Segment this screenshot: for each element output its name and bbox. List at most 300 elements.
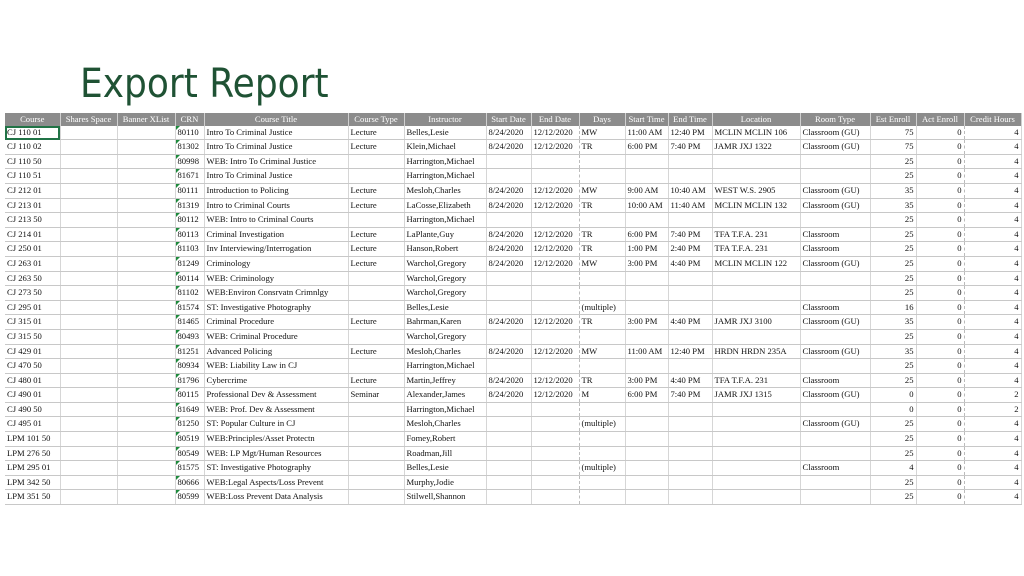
table-cell[interactable]: [60, 417, 117, 432]
table-cell[interactable]: [60, 300, 117, 315]
table-cell[interactable]: 0: [916, 126, 964, 140]
table-cell[interactable]: 0: [916, 227, 964, 242]
table-cell[interactable]: 4: [964, 490, 1021, 505]
table-cell[interactable]: 35: [870, 183, 916, 198]
table-cell[interactable]: 8/24/2020: [486, 140, 531, 155]
table-cell[interactable]: CJ 470 50: [5, 359, 60, 374]
table-cell[interactable]: 0: [916, 475, 964, 490]
table-cell[interactable]: TR: [579, 198, 625, 213]
table-cell[interactable]: Warchol,Gregory: [404, 271, 486, 286]
column-header[interactable]: Location: [712, 113, 800, 126]
table-cell[interactable]: [348, 154, 404, 169]
table-cell[interactable]: CJ 295 01: [5, 300, 60, 315]
table-cell[interactable]: [486, 213, 531, 228]
table-cell[interactable]: CJ 110 02: [5, 140, 60, 155]
table-cell[interactable]: (multiple): [579, 300, 625, 315]
table-cell[interactable]: 0: [916, 169, 964, 184]
table-cell[interactable]: [800, 169, 870, 184]
table-cell[interactable]: 80113: [175, 227, 204, 242]
table-cell[interactable]: [625, 213, 668, 228]
table-cell[interactable]: 80110: [175, 126, 204, 140]
table-cell[interactable]: Klein,Michael: [404, 140, 486, 155]
table-cell[interactable]: 25: [870, 432, 916, 447]
table-cell[interactable]: 25: [870, 271, 916, 286]
table-cell[interactable]: Seminar: [348, 388, 404, 403]
table-cell[interactable]: 4: [964, 271, 1021, 286]
table-cell[interactable]: WEB: Intro to Criminal Courts: [204, 213, 348, 228]
table-cell[interactable]: [348, 169, 404, 184]
table-cell[interactable]: 16: [870, 300, 916, 315]
column-header[interactable]: Shares Space: [60, 113, 117, 126]
table-cell[interactable]: 4: [964, 417, 1021, 432]
table-cell[interactable]: 4:40 PM: [668, 373, 712, 388]
table-cell[interactable]: 81302: [175, 140, 204, 155]
table-cell[interactable]: [800, 402, 870, 417]
table-cell[interactable]: CJ 315 01: [5, 315, 60, 330]
table-cell[interactable]: [579, 286, 625, 301]
table-cell[interactable]: 8/24/2020: [486, 126, 531, 140]
column-header[interactable]: Course: [5, 113, 60, 126]
table-cell[interactable]: 0: [916, 213, 964, 228]
table-cell[interactable]: CJ 429 01: [5, 344, 60, 359]
table-cell[interactable]: Classroom: [800, 227, 870, 242]
table-cell[interactable]: 0: [916, 344, 964, 359]
table-cell[interactable]: TFA T.F.A. 231: [712, 227, 800, 242]
table-cell[interactable]: 10:40 AM: [668, 183, 712, 198]
table-cell[interactable]: [668, 432, 712, 447]
table-cell[interactable]: 25: [870, 169, 916, 184]
table-cell[interactable]: MW: [579, 183, 625, 198]
table-cell[interactable]: [625, 286, 668, 301]
table-cell[interactable]: 8/24/2020: [486, 388, 531, 403]
table-cell[interactable]: [117, 417, 175, 432]
table-cell[interactable]: TFA T.F.A. 231: [712, 242, 800, 257]
table-cell[interactable]: 4: [964, 183, 1021, 198]
table-cell[interactable]: [348, 359, 404, 374]
table-cell[interactable]: [60, 183, 117, 198]
table-cell[interactable]: [668, 475, 712, 490]
table-cell[interactable]: Lecture: [348, 344, 404, 359]
table-cell[interactable]: 12/12/2020: [531, 198, 579, 213]
table-cell[interactable]: 0: [916, 402, 964, 417]
table-cell[interactable]: 4: [964, 198, 1021, 213]
table-cell[interactable]: 4: [964, 373, 1021, 388]
table-cell[interactable]: MW: [579, 126, 625, 140]
table-cell[interactable]: Harrington,Michael: [404, 402, 486, 417]
table-cell[interactable]: Alexander,James: [404, 388, 486, 403]
table-cell[interactable]: WEB: Liability Law in CJ: [204, 359, 348, 374]
table-cell[interactable]: 0: [916, 140, 964, 155]
table-cell[interactable]: 0: [916, 461, 964, 476]
table-cell[interactable]: CJ 263 50: [5, 271, 60, 286]
table-cell[interactable]: 80519: [175, 432, 204, 447]
table-cell[interactable]: 81102: [175, 286, 204, 301]
table-cell[interactable]: [348, 475, 404, 490]
table-cell[interactable]: [712, 271, 800, 286]
table-cell[interactable]: [348, 286, 404, 301]
table-cell[interactable]: 4: [964, 432, 1021, 447]
table-cell[interactable]: 8/24/2020: [486, 227, 531, 242]
table-cell[interactable]: M: [579, 388, 625, 403]
table-cell[interactable]: [60, 169, 117, 184]
table-cell[interactable]: [348, 461, 404, 476]
table-cell[interactable]: [60, 126, 117, 140]
table-cell[interactable]: CJ 480 01: [5, 373, 60, 388]
table-cell[interactable]: Belles,Lesie: [404, 126, 486, 140]
table-cell[interactable]: 4: [964, 169, 1021, 184]
table-cell[interactable]: CJ 213 01: [5, 198, 60, 213]
table-cell[interactable]: [348, 329, 404, 344]
table-cell[interactable]: 8/24/2020: [486, 344, 531, 359]
table-cell[interactable]: [668, 446, 712, 461]
table-cell[interactable]: [625, 359, 668, 374]
table-cell[interactable]: Criminology: [204, 256, 348, 271]
table-cell[interactable]: 75: [870, 126, 916, 140]
table-cell[interactable]: [712, 461, 800, 476]
table-cell[interactable]: TR: [579, 242, 625, 257]
table-cell[interactable]: [579, 271, 625, 286]
table-cell[interactable]: CJ 495 01: [5, 417, 60, 432]
table-cell[interactable]: 11:00 AM: [625, 344, 668, 359]
table-cell[interactable]: [60, 490, 117, 505]
table-cell[interactable]: 12/12/2020: [531, 183, 579, 198]
column-header[interactable]: Act Enroll: [916, 113, 964, 126]
table-cell[interactable]: [800, 286, 870, 301]
table-cell[interactable]: LPM 101 50: [5, 432, 60, 447]
table-cell[interactable]: [712, 417, 800, 432]
table-cell[interactable]: [117, 198, 175, 213]
table-cell[interactable]: CJ 490 01: [5, 388, 60, 403]
table-cell[interactable]: [60, 227, 117, 242]
column-header[interactable]: End Time: [668, 113, 712, 126]
table-cell[interactable]: Classroom (GU): [800, 315, 870, 330]
table-cell[interactable]: Classroom (GU): [800, 256, 870, 271]
table-cell[interactable]: 75: [870, 140, 916, 155]
table-cell[interactable]: 7:40 PM: [668, 140, 712, 155]
table-cell[interactable]: [117, 256, 175, 271]
table-cell[interactable]: 11:00 AM: [625, 126, 668, 140]
table-cell[interactable]: 81796: [175, 373, 204, 388]
table-cell[interactable]: [117, 126, 175, 140]
table-cell[interactable]: MW: [579, 256, 625, 271]
table-cell[interactable]: [486, 169, 531, 184]
table-cell[interactable]: Introduction to Policing: [204, 183, 348, 198]
table-cell[interactable]: [117, 388, 175, 403]
table-cell[interactable]: CJ 490 50: [5, 402, 60, 417]
table-cell[interactable]: 12/12/2020: [531, 242, 579, 257]
table-cell[interactable]: [60, 198, 117, 213]
table-cell[interactable]: Classroom (GU): [800, 388, 870, 403]
table-cell[interactable]: WEB: LP Mgt/Human Resources: [204, 446, 348, 461]
table-cell[interactable]: [531, 475, 579, 490]
table-cell[interactable]: [60, 256, 117, 271]
table-cell[interactable]: [668, 154, 712, 169]
table-cell[interactable]: [668, 329, 712, 344]
table-cell[interactable]: 25: [870, 475, 916, 490]
table-cell[interactable]: [800, 446, 870, 461]
column-header[interactable]: Days: [579, 113, 625, 126]
column-header[interactable]: CRN: [175, 113, 204, 126]
table-cell[interactable]: [348, 402, 404, 417]
table-cell[interactable]: Classroom: [800, 373, 870, 388]
table-cell[interactable]: [60, 286, 117, 301]
table-cell[interactable]: [60, 344, 117, 359]
table-cell[interactable]: 8/24/2020: [486, 242, 531, 257]
table-cell[interactable]: [712, 169, 800, 184]
table-cell[interactable]: [579, 432, 625, 447]
column-header[interactable]: Start Date: [486, 113, 531, 126]
table-cell[interactable]: 12/12/2020: [531, 388, 579, 403]
table-cell[interactable]: 25: [870, 417, 916, 432]
table-cell[interactable]: Criminal Procedure: [204, 315, 348, 330]
table-cell[interactable]: Martin,Jeffrey: [404, 373, 486, 388]
table-cell[interactable]: [800, 432, 870, 447]
table-cell[interactable]: [625, 461, 668, 476]
table-cell[interactable]: Lecture: [348, 198, 404, 213]
table-cell[interactable]: [800, 271, 870, 286]
table-cell[interactable]: (multiple): [579, 417, 625, 432]
table-cell[interactable]: [60, 475, 117, 490]
table-cell[interactable]: 25: [870, 373, 916, 388]
table-cell[interactable]: [117, 344, 175, 359]
table-cell[interactable]: [668, 169, 712, 184]
table-cell[interactable]: 4:40 PM: [668, 315, 712, 330]
table-cell[interactable]: [712, 402, 800, 417]
table-cell[interactable]: 0: [916, 373, 964, 388]
table-cell[interactable]: CJ 214 01: [5, 227, 60, 242]
table-cell[interactable]: [625, 300, 668, 315]
table-cell[interactable]: [117, 432, 175, 447]
table-cell[interactable]: Lecture: [348, 183, 404, 198]
column-header[interactable]: Credit Hours: [964, 113, 1021, 126]
table-cell[interactable]: Roadman,Jill: [404, 446, 486, 461]
table-cell[interactable]: [668, 213, 712, 228]
table-cell[interactable]: 12/12/2020: [531, 373, 579, 388]
table-cell[interactable]: Lecture: [348, 315, 404, 330]
table-cell[interactable]: [625, 490, 668, 505]
table-cell[interactable]: 0: [916, 286, 964, 301]
table-cell[interactable]: 80115: [175, 388, 204, 403]
table-cell[interactable]: [60, 432, 117, 447]
table-cell[interactable]: [712, 154, 800, 169]
table-cell[interactable]: [531, 417, 579, 432]
table-cell[interactable]: 4: [964, 344, 1021, 359]
table-cell[interactable]: 1:00 PM: [625, 242, 668, 257]
table-cell[interactable]: Classroom: [800, 242, 870, 257]
table-cell[interactable]: MCLIN MCLIN 132: [712, 198, 800, 213]
table-cell[interactable]: Mesloh,Charles: [404, 417, 486, 432]
table-cell[interactable]: 12/12/2020: [531, 126, 579, 140]
table-cell[interactable]: [486, 359, 531, 374]
table-cell[interactable]: [625, 169, 668, 184]
table-cell[interactable]: [579, 213, 625, 228]
table-cell[interactable]: 0: [916, 242, 964, 257]
table-cell[interactable]: [800, 213, 870, 228]
table-cell[interactable]: 4: [964, 329, 1021, 344]
table-cell[interactable]: [60, 329, 117, 344]
table-cell[interactable]: Professional Dev & Assessment: [204, 388, 348, 403]
table-cell[interactable]: 0: [916, 329, 964, 344]
table-cell[interactable]: [117, 213, 175, 228]
table-cell[interactable]: Cybercrime: [204, 373, 348, 388]
table-cell[interactable]: TR: [579, 140, 625, 155]
column-header[interactable]: Course Title: [204, 113, 348, 126]
table-cell[interactable]: [531, 359, 579, 374]
table-cell[interactable]: [486, 300, 531, 315]
table-cell[interactable]: WEB: Criminology: [204, 271, 348, 286]
table-cell[interactable]: LPM 342 50: [5, 475, 60, 490]
table-cell[interactable]: [531, 490, 579, 505]
table-cell[interactable]: Warchol,Gregory: [404, 256, 486, 271]
table-cell[interactable]: 4: [964, 300, 1021, 315]
table-cell[interactable]: [117, 402, 175, 417]
table-cell[interactable]: 0: [916, 490, 964, 505]
table-cell[interactable]: [531, 154, 579, 169]
table-cell[interactable]: CJ 212 01: [5, 183, 60, 198]
table-cell[interactable]: ST: Popular Culture in CJ: [204, 417, 348, 432]
table-cell[interactable]: 0: [916, 198, 964, 213]
table-cell[interactable]: 0: [916, 300, 964, 315]
table-cell[interactable]: [117, 227, 175, 242]
column-header[interactable]: Start Time: [625, 113, 668, 126]
table-cell[interactable]: (multiple): [579, 461, 625, 476]
column-header[interactable]: Room Type: [800, 113, 870, 126]
table-cell[interactable]: [60, 315, 117, 330]
table-cell[interactable]: Advanced Policing: [204, 344, 348, 359]
table-cell[interactable]: 0: [916, 154, 964, 169]
table-cell[interactable]: [486, 432, 531, 447]
table-cell[interactable]: [486, 271, 531, 286]
table-cell[interactable]: MCLIN MCLIN 106: [712, 126, 800, 140]
table-cell[interactable]: 80114: [175, 271, 204, 286]
table-cell[interactable]: 11:40 AM: [668, 198, 712, 213]
table-cell[interactable]: WEB:Principles/Asset Protectn: [204, 432, 348, 447]
table-cell[interactable]: [625, 154, 668, 169]
table-cell[interactable]: [117, 315, 175, 330]
table-cell[interactable]: [117, 329, 175, 344]
table-cell[interactable]: 81250: [175, 417, 204, 432]
table-cell[interactable]: 80112: [175, 213, 204, 228]
table-cell[interactable]: 7:40 PM: [668, 388, 712, 403]
table-cell[interactable]: CJ 250 01: [5, 242, 60, 257]
table-cell[interactable]: Bahrman,Karen: [404, 315, 486, 330]
table-cell[interactable]: WEST W.S. 2905: [712, 183, 800, 198]
table-cell[interactable]: 4: [964, 213, 1021, 228]
table-cell[interactable]: WEB:Legal Aspects/Loss Prevent: [204, 475, 348, 490]
table-cell[interactable]: 0: [916, 432, 964, 447]
table-cell[interactable]: 0: [916, 359, 964, 374]
table-cell[interactable]: [668, 271, 712, 286]
table-cell[interactable]: 25: [870, 446, 916, 461]
table-cell[interactable]: Classroom: [800, 461, 870, 476]
table-cell[interactable]: Classroom (GU): [800, 198, 870, 213]
table-cell[interactable]: 25: [870, 286, 916, 301]
table-cell[interactable]: [668, 490, 712, 505]
table-cell[interactable]: [625, 475, 668, 490]
table-cell[interactable]: Mesloh,Charles: [404, 344, 486, 359]
table-cell[interactable]: [531, 169, 579, 184]
table-cell[interactable]: Lecture: [348, 140, 404, 155]
table-cell[interactable]: [531, 300, 579, 315]
table-cell[interactable]: Lecture: [348, 126, 404, 140]
table-cell[interactable]: [531, 286, 579, 301]
table-cell[interactable]: 3:00 PM: [625, 373, 668, 388]
table-cell[interactable]: CJ 263 01: [5, 256, 60, 271]
table-cell[interactable]: Harrington,Michael: [404, 154, 486, 169]
table-cell[interactable]: [117, 359, 175, 374]
table-cell[interactable]: 6:00 PM: [625, 227, 668, 242]
table-cell[interactable]: 4: [964, 126, 1021, 140]
table-cell[interactable]: Lecture: [348, 242, 404, 257]
table-cell[interactable]: 0: [916, 271, 964, 286]
table-cell[interactable]: 80666: [175, 475, 204, 490]
table-cell[interactable]: 0: [916, 256, 964, 271]
table-cell[interactable]: 12/12/2020: [531, 315, 579, 330]
table-cell[interactable]: HRDN HRDN 235A: [712, 344, 800, 359]
table-cell[interactable]: [348, 417, 404, 432]
table-cell[interactable]: Harrington,Michael: [404, 359, 486, 374]
table-cell[interactable]: [531, 213, 579, 228]
table-cell[interactable]: 25: [870, 490, 916, 505]
table-cell[interactable]: [800, 475, 870, 490]
table-cell[interactable]: [486, 475, 531, 490]
table-cell[interactable]: 7:40 PM: [668, 227, 712, 242]
table-cell[interactable]: [531, 432, 579, 447]
table-cell[interactable]: 4: [964, 475, 1021, 490]
table-cell[interactable]: 0: [916, 388, 964, 403]
table-cell[interactable]: Intro To Criminal Justice: [204, 140, 348, 155]
table-cell[interactable]: [60, 140, 117, 155]
table-cell[interactable]: [60, 359, 117, 374]
table-cell[interactable]: [531, 446, 579, 461]
table-cell[interactable]: Harrington,Michael: [404, 169, 486, 184]
table-cell[interactable]: JAMR JXJ 1322: [712, 140, 800, 155]
column-header[interactable]: Banner XList: [117, 113, 175, 126]
table-cell[interactable]: WEB: Prof. Dev & Assessment: [204, 402, 348, 417]
table-cell[interactable]: 35: [870, 315, 916, 330]
table-cell[interactable]: Belles,Lesie: [404, 461, 486, 476]
table-cell[interactable]: TR: [579, 227, 625, 242]
table-cell[interactable]: 0: [916, 446, 964, 461]
table-cell[interactable]: Hanson,Robert: [404, 242, 486, 257]
table-cell[interactable]: [625, 417, 668, 432]
table-cell[interactable]: 81103: [175, 242, 204, 257]
table-cell[interactable]: [531, 402, 579, 417]
table-cell[interactable]: [668, 359, 712, 374]
table-cell[interactable]: 81319: [175, 198, 204, 213]
table-cell[interactable]: Classroom (GU): [800, 183, 870, 198]
table-cell[interactable]: [486, 402, 531, 417]
table-cell[interactable]: 25: [870, 227, 916, 242]
table-cell[interactable]: 12/12/2020: [531, 256, 579, 271]
table-cell[interactable]: [60, 154, 117, 169]
table-cell[interactable]: TFA T.F.A. 231: [712, 373, 800, 388]
table-cell[interactable]: 0: [870, 402, 916, 417]
table-cell[interactable]: [668, 300, 712, 315]
table-cell[interactable]: [60, 373, 117, 388]
table-cell[interactable]: [348, 300, 404, 315]
table-cell[interactable]: TR: [579, 373, 625, 388]
table-cell[interactable]: [117, 461, 175, 476]
table-cell[interactable]: 4: [964, 461, 1021, 476]
table-cell[interactable]: Classroom (GU): [800, 417, 870, 432]
table-cell[interactable]: Classroom (GU): [800, 344, 870, 359]
table-cell[interactable]: 4: [964, 140, 1021, 155]
table-cell[interactable]: Lecture: [348, 373, 404, 388]
table-cell[interactable]: [348, 213, 404, 228]
table-cell[interactable]: 81574: [175, 300, 204, 315]
table-cell[interactable]: 12/12/2020: [531, 344, 579, 359]
